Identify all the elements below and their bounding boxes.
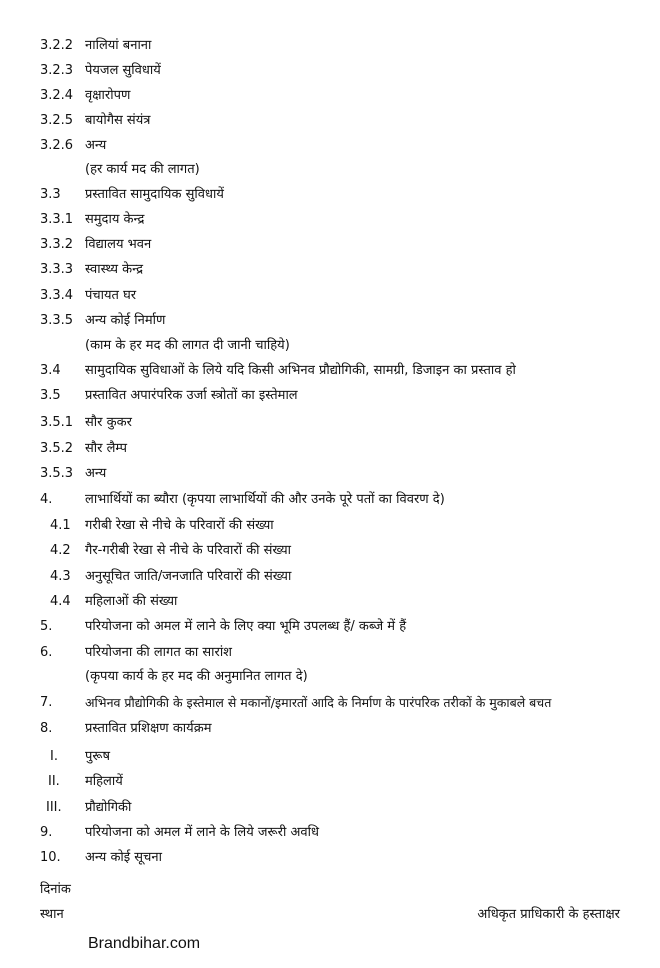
item-number: 3.3.2 (40, 237, 74, 252)
item-number: III. (46, 800, 62, 815)
list-item (0, 845, 660, 870)
list-item (0, 716, 660, 741)
item-number: 3.3 (40, 187, 61, 202)
list-item (0, 820, 660, 845)
list-item (0, 182, 660, 207)
item-text: पुरूष (85, 749, 110, 764)
item-text: परियोजना की लागत का सारांश (85, 645, 233, 660)
list-item (0, 461, 660, 486)
item-number: 4.3 (50, 569, 71, 584)
item-number: 4.2 (50, 543, 71, 558)
item-number: 3.2.6 (40, 138, 74, 153)
item-number: 3.2.3 (40, 63, 74, 78)
item-text: प्रस्तावित प्रशिक्षण कार्यक्रम (85, 721, 212, 736)
item-text: महिलाओं की संख्या (85, 594, 178, 609)
list-item (0, 640, 660, 665)
item-number: 9. (40, 825, 53, 840)
item-number: 3.2.2 (40, 38, 74, 53)
item-text: सौर लैम्प (85, 441, 127, 456)
list-item (0, 207, 660, 232)
list-item (0, 487, 660, 512)
item-text: स्वास्थ्य केन्द्र (85, 262, 144, 277)
item-number: 3.3.3 (40, 262, 74, 277)
watermark-text: Brandbihar.com (88, 935, 201, 952)
item-text: अन्य (85, 466, 107, 481)
item-text: नालियां बनाना (85, 38, 152, 53)
list-item (0, 589, 660, 614)
item-text: लाभार्थियों का ब्यौरा (कृपया लाभार्थियों की और उनके पूरे पतों का विवरण दे) (85, 492, 445, 507)
item-text: अन्य कोई निर्माण (85, 313, 166, 328)
list-item (0, 232, 660, 257)
item-number: 3.4 (40, 363, 61, 378)
list-item (0, 513, 660, 538)
item-number: 5. (40, 619, 53, 634)
item-number: 3.5.2 (40, 441, 74, 456)
list-item (0, 83, 660, 108)
item-text: पेयजल सुविधायें (85, 63, 161, 78)
item-text: (काम के हर मद की लागत दी जानी चाहिये) (85, 338, 290, 353)
list-item (0, 690, 660, 715)
list-item (0, 257, 660, 282)
item-text: अनुसूचित जाति/जनजाति परिवारों की संख्या (85, 569, 292, 584)
list-item (0, 410, 660, 435)
item-number: 3.3.4 (40, 288, 74, 303)
item-number: 6. (40, 645, 53, 660)
list-item (0, 769, 660, 794)
list-item (0, 564, 660, 589)
item-text: प्रौद्योगिकी (85, 800, 132, 815)
item-number: 7. (40, 695, 53, 710)
item-number: 3.3.1 (40, 212, 74, 227)
item-text: प्रस्तावित अपारंपरिक उर्जा स्त्रोतों का इस्तेमाल (85, 388, 298, 403)
item-number: 3.5.3 (40, 466, 74, 481)
item-number: I. (50, 749, 58, 764)
item-number: 10. (40, 850, 61, 865)
item-text: प्रस्तावित सामुदायिक सुविधायें (85, 187, 224, 202)
list-item (0, 33, 660, 58)
item-text: अन्य कोई सूचना (85, 850, 162, 865)
item-number: 4. (40, 492, 53, 507)
list-item (0, 538, 660, 563)
item-number: 3.2.4 (40, 88, 74, 103)
item-text: वृक्षारोपण (85, 88, 131, 103)
list-item (0, 133, 660, 158)
item-text: विद्यालय भवन (85, 237, 152, 252)
list-item (0, 614, 660, 639)
list-item (0, 744, 660, 769)
item-text: अन्य (85, 138, 107, 153)
item-text: (कृपया कार्य के हर मद की अनुमानित लागत दे) (85, 669, 308, 684)
item-text: परियोजना को अमल में लाने के लिए क्या भूमि उपलब्ध हैं/ कब्जे में हैं (85, 619, 407, 634)
list-item (0, 664, 660, 689)
item-text: समुदाय केन्द्र (85, 212, 145, 227)
item-text: परियोजना को अमल में लाने के लिये जरूरी अवधि (85, 825, 319, 840)
item-number: 4.4 (50, 594, 71, 609)
item-number: 4.1 (50, 518, 71, 533)
list-item (0, 358, 660, 383)
item-text: सामुदायिक सुविधाओं के लिये यदि किसी अभिनव प्रौद्योगिकी, सामग्री, डिजाइन का प्रस्ताव हो (85, 363, 516, 378)
list-item (0, 157, 660, 182)
list-item (0, 795, 660, 820)
item-number: 3.3.5 (40, 313, 74, 328)
item-text: अभिनव प्रौद्योगिकी के इस्तेमाल से मकानों/इमारतों आदि के निर्माण के पारंपरिक तरीकों के मुकाबले बचत (85, 695, 552, 710)
list-item (0, 383, 660, 408)
list-item (0, 58, 660, 83)
list-item (0, 283, 660, 308)
item-text: गैर-गरीबी रेखा से नीचे के परिवारों की संख्या (85, 543, 291, 558)
item-number: 8. (40, 721, 53, 736)
item-text: पंचायत घर (85, 288, 137, 303)
place-label: स्थान (40, 907, 64, 922)
item-text: महिलायें (85, 774, 123, 789)
list-item (0, 436, 660, 461)
item-text: बायोगैस संयंत्र (85, 113, 151, 128)
item-number: 3.5 (40, 388, 61, 403)
item-number: 3.2.5 (40, 113, 74, 128)
list-item (0, 333, 660, 358)
date-label: दिनांक (40, 882, 71, 897)
item-number: 3.5.1 (40, 415, 74, 430)
item-number: II. (48, 774, 60, 789)
item-text: सौर कुकर (85, 415, 132, 430)
signature-label: अधिकृत प्राधिकारी के हस्ताक्षर (477, 907, 620, 922)
list-item (0, 308, 660, 333)
list-item (0, 108, 660, 133)
item-text: (हर कार्य मद की लागत) (85, 162, 200, 177)
item-text: गरीबी रेखा से नीचे के परिवारों की संख्या (85, 518, 274, 533)
